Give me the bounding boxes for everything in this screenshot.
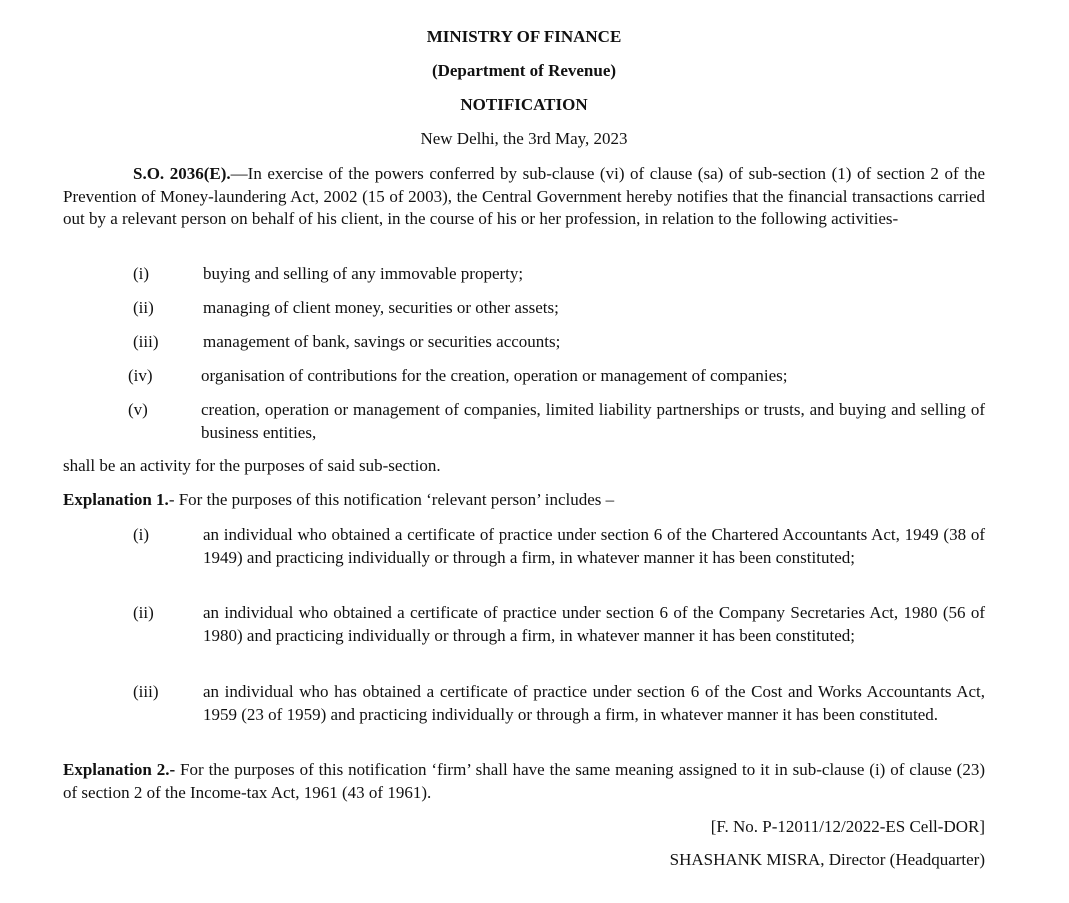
preamble-text: —In exercise of the powers conferred by sub-clause (vi) of clause (sa) of sub-section (1) of section 2 of the Prevention of Money-laundering Act, 2002 (15 of 2003), the Central Government hereby notifies that the financial transactions carried out by a relevant person on behalf of his client, in the course of his or her profession, in relation to the following activities-	[63, 164, 985, 228]
activity-text: creation, operation or management of companies, limited liability partnerships or trusts, and buying and selling of business entities,	[201, 400, 985, 442]
file-number: [F. No. P-12011/12/2022-ES Cell-DOR]	[710, 817, 985, 836]
explanation-1-text: - For the purposes of this notification ‘relevant person’ includes –	[168, 490, 615, 509]
relevant-person-number: (iii)	[133, 682, 159, 701]
activity-number: (i)	[133, 264, 150, 283]
place-date: New Delhi, the 3rd May, 2023	[420, 129, 628, 148]
relevant-person-text: an individual who has obtained a certificate of practice under section 6 of the Cost and Works Accountants Act, 1959 (23 of 1959) and practicing individually or through a firm, in whatever manner it has been constituted.	[203, 682, 985, 724]
activity-number: (iv)	[128, 366, 153, 385]
explanation-1-label: Explanation 1.	[63, 490, 169, 509]
activity-text: managing of client money, securities or other assets;	[203, 298, 559, 317]
activity-text: organisation of contributions for the creation, operation or management of companies;	[201, 366, 788, 385]
relevant-person-number: (i)	[133, 525, 150, 544]
department-heading: (Department of Revenue)	[431, 61, 617, 80]
explanation-2-text: For the purposes of this notification ‘firm’ shall have the same meaning assigned to it in sub-clause (i) of clause (23) of section 2 of the Income-tax Act, 1961 (43 of 1961).	[63, 760, 985, 802]
notification-heading: NOTIFICATION	[460, 95, 588, 114]
so-number: S.O. 2036(E).	[133, 164, 231, 183]
explanation-2	[63, 759, 985, 804]
relevant-person-text: an individual who obtained a certificate of practice under section 6 of the Chartered Accountants Act, 1949 (38 of 1949) and practicing individually or through a firm, in whatever manner it has been constituted;	[203, 525, 985, 567]
ministry-heading: MINISTRY OF FINANCE	[426, 27, 622, 46]
activity-number: (v)	[128, 400, 148, 419]
activity-text: buying and selling of any immovable property;	[203, 264, 524, 283]
closing-sentence: shall be an activity for the purposes of said sub-section.	[63, 456, 441, 475]
activity-number: (iii)	[133, 332, 159, 351]
activity-text: management of bank, savings or securities accounts;	[203, 332, 561, 351]
preamble-paragraph	[63, 163, 985, 231]
relevant-person-number: (ii)	[133, 603, 154, 622]
signatory: SHASHANK MISRA, Director (Headquarter)	[669, 850, 985, 869]
explanation-2-label: Explanation 2.-	[63, 760, 176, 779]
explanation-1	[63, 489, 985, 512]
relevant-person-text: an individual who obtained a certificate of practice under section 6 of the Company Secretaries Act, 1980 (56 of 1980) and practicing individually or through a firm, in whatever manner it has been constituted;	[203, 603, 985, 645]
activity-number: (ii)	[133, 298, 154, 317]
